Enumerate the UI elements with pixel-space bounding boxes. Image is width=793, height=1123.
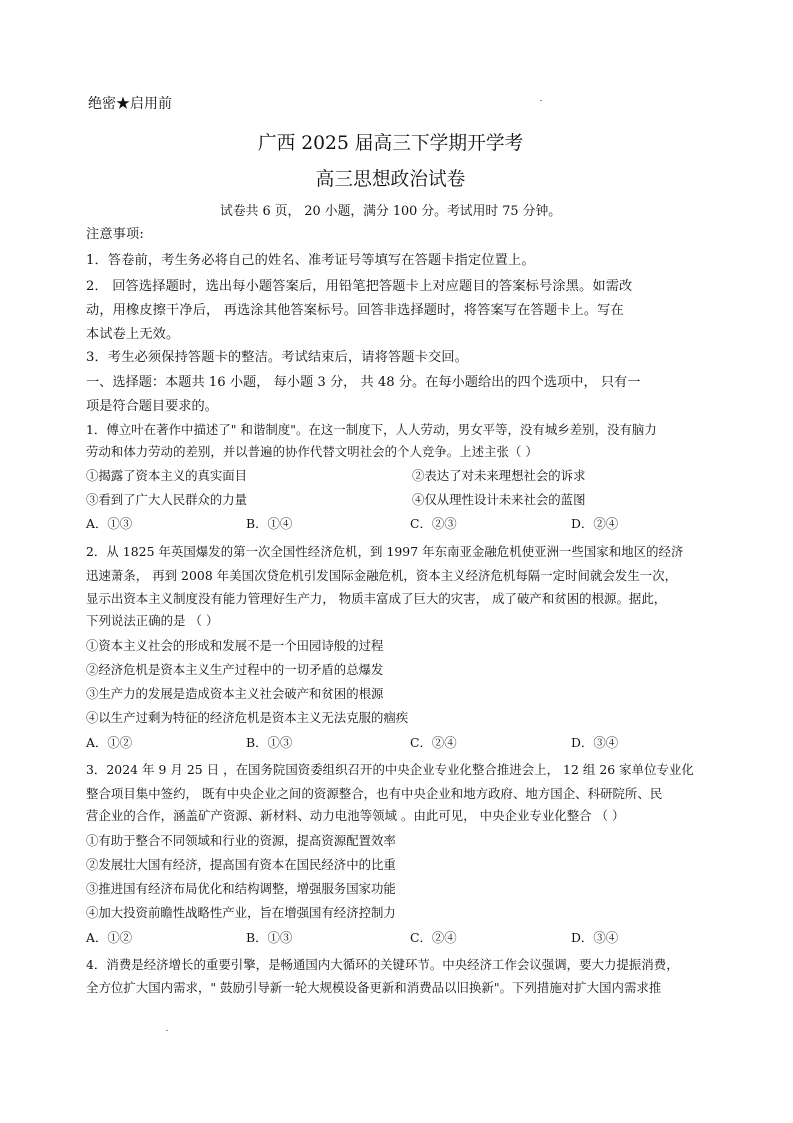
question-stem: 4．消费是经济增长的重要引擎，是畅通国内大循环的关键环节。中央经济工作会议强调，要大力提振消费， (86, 957, 679, 972)
question-option: ③看到了广大人民群众的力量 (86, 492, 248, 507)
question-stem: 显示出资本主义制度没有能力管理好生产力， 物质丰富成了巨大的灾害， 成了破产和贫困的根源。据此， (86, 591, 667, 606)
question-option: ④仅从理性设计未来社会的蓝图 (412, 492, 586, 507)
question-stem: 下列说法正确的是 （ ） (86, 613, 219, 628)
question-option: ②表达了对未来理想社会的诉求 (412, 468, 586, 483)
exam-info: 试卷共 6 页， 20 小题，满分 100 分。考试用时 75 分钟。 (220, 204, 562, 219)
note-line: 2． 回答选择题时，选出每小题答案后，用铅笔把答题卡上对应题目的答案标号涂黑。如需改 (86, 279, 633, 294)
notes-heading: 注意事项: (86, 227, 144, 242)
question-stem: 2．从 1825 年英国爆发的第一次全国性经济危机，到 1997 年东南亚金融危机使亚洲一些国家和地区的经济 (86, 544, 684, 559)
question-stem: 1．傅立叶在著作中描述了" 和谐制度"。在这一制度下，人人劳动，男女平等，没有城乡差别，没有脑力 (86, 422, 657, 437)
note-line: 本试卷上无效。 (86, 327, 180, 342)
answer-choice: A．①② (86, 930, 133, 945)
answer-choice: B．①③ (246, 735, 293, 750)
note-line: 动，用橡皮擦干净后， 再选涂其他答案标号。回答非选择题时，将答案写在答题卡上。写在 (86, 303, 624, 318)
speck-mark (166, 1030, 168, 1031)
question-stem: 全方位扩大国内需求，" 鼓励引导新一轮大规模设备更新和消费品以旧换新"。下列措施对扩大国内需求推 (86, 980, 662, 995)
speck-mark (540, 100, 542, 101)
note-line: 3．考生必须保持答题卡的整洁。考试结束后，请将答题卡交回。 (86, 350, 468, 365)
answer-choice: D．②④ (571, 516, 619, 531)
answer-choice: C．②④ (410, 735, 457, 750)
question-stem: 劳动和体力劳动的差别，并以普遍的协作代替文明社会的个人竞争。上述主张（ ） (86, 444, 538, 459)
question-stem: 3．2024 年 9 月 25 日 ，在国务院国资委组织召开的中央企业专业化整合推进会上， 12 组 26 家单位专业化 (86, 762, 694, 777)
exam-title: 广西 2025 届高三下学期开学考 (257, 132, 524, 154)
question-option: ③生产力的发展是造成资本主义社会破产和贫困的根源 (86, 686, 384, 701)
question-stem: 整合项目集中签约， 既有中央企业之间的资源整合，也有中央企业和地方政府、地方国企、科研院所、民 (86, 786, 663, 801)
answer-choice: C．②④ (410, 930, 457, 945)
question-option: ②经济危机是资本主义生产过程中的一切矛盾的总爆发 (86, 662, 384, 677)
exam-subtitle: 高三思想政治试卷 (315, 168, 466, 190)
section-heading: 项是符合题目要求的。 (86, 399, 218, 414)
answer-choice: D．③④ (571, 735, 619, 750)
question-option: ③推进国有经济布局优化和结构调整，增强服务国家功能 (86, 881, 396, 896)
question-stem: 迅速萧条， 再到 2008 年美国次贷危机引发国际金融危机，资本主义经济危机每隔一定时间就会发生一次， (86, 568, 678, 583)
answer-choice: D．③④ (571, 930, 619, 945)
question-option: ④以生产过剩为特征的经济危机是资本主义无法克服的痼疾 (86, 710, 409, 725)
note-line: 1．答卷前，考生务必将自己的姓名、准考证号等填写在答题卡指定位置上。 (86, 253, 535, 268)
answer-choice: B．①③ (246, 930, 293, 945)
secret-label: 绝密★启用前 (88, 96, 172, 112)
answer-choice: A．①③ (86, 516, 133, 531)
section-heading: 一、选择题：本题共 16 小题， 每小题 3 分， 共 48 分。在每小题给出的四个选项中， 只有一 (86, 375, 641, 390)
answer-choice: C．②③ (410, 516, 457, 531)
question-option: ①资本主义社会的形成和发展不是一个田园诗般的过程 (86, 638, 384, 653)
question-option: ①揭露了资本主义的真实面目 (86, 468, 248, 483)
answer-choice: A．①② (86, 735, 133, 750)
question-option: ④加大投资前瞻性战略性产业，旨在增强国有经济控制力 (86, 905, 396, 920)
answer-choice: B．①④ (246, 516, 293, 531)
question-option: ①有助于整合不同领域和行业的资源，提高资源配置效率 (86, 833, 396, 848)
question-stem: 营企业的合作，涵盖矿产资源、新材料、动力电池等领域 。由此可见， 中央企业专业化整合 （ ） (86, 808, 625, 823)
question-option: ②发展壮大国有经济，提高国有资本在国民经济中的比重 (86, 857, 396, 872)
